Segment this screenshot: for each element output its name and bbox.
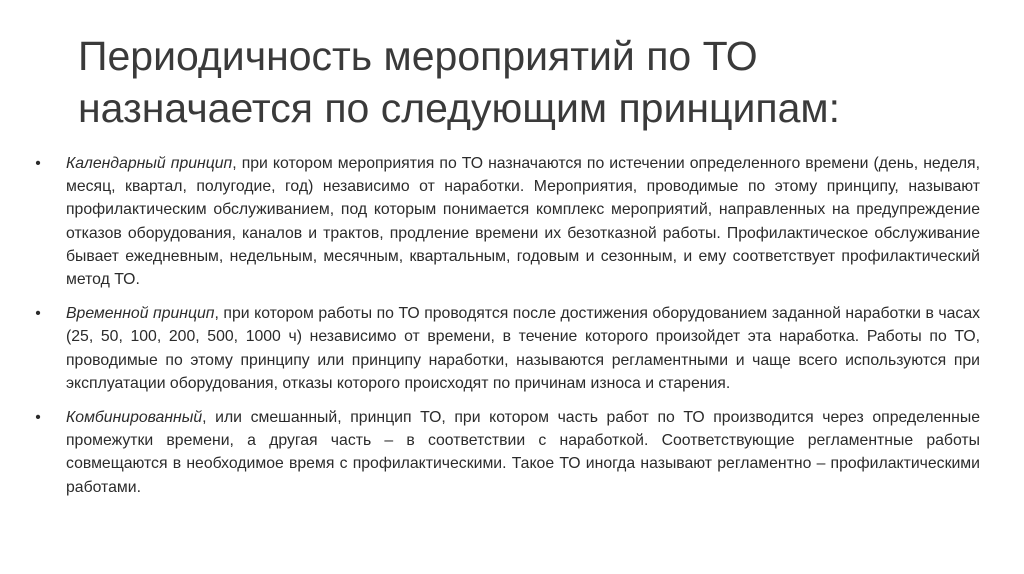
bullet-item-calendar (35, 152, 980, 291)
bullet-text: , при котором мероприятия по ТО назначаются по истечении определенного времени (день, неделя, месяц, квартал, полугодие, год) независимо от наработки. Мероприятия, проводимые по этому принципу, называют профилактическим обслуживанием, под которым понимается комплекс мероприятий, направленных на предупреждение отказов оборудования, каналов и трактов, продление времени их безотказной работы. Профилактическое обслуживание бывает ежедневным, недельным, месячным, квартальным, годовым и сезонным, и ему соответствует профилактический метод ТО. (66, 155, 980, 289)
slide-title (78, 30, 978, 134)
bullet-list (35, 152, 981, 510)
bullet-dot-icon: • (35, 409, 41, 427)
bullet-text: , или смешанный, принцип ТО, при котором часть работ по ТО производится через определенные промежутки времени, а другая часть – в соответствии с наработкой. Соответствующие регламентные работы совмещаются в необходимое время с профилактическими. Такое ТО иногда называют регламентно – профилактическими работами. (66, 409, 980, 496)
bullet-item-combined (35, 406, 980, 499)
bullet-item-time (35, 302, 981, 395)
bullet-text: , при котором работы по ТО проводятся после достижения оборудованием заданной наработки в часах (25, 50, 100, 200, 500, 1000 ч) независимо от времени, в течение которого произойдет эта наработка. Работы по ТО, проводимые по этому принципу или принципу наработки, называются регламентными и чаще всего используются при эксплуатации оборудования, отказы которого происходят по причинам износа и старения. (66, 305, 981, 392)
slide-title-line-1: Периодичность мероприятий по ТО (78, 33, 758, 79)
bullet-term: Временной принцип (66, 305, 215, 323)
bullet-dot-icon: • (35, 305, 41, 323)
slide-title-line-2: назначается по следующим принципам: (78, 85, 840, 131)
bullet-dot-icon: • (35, 155, 41, 172)
bullet-term: Календарный принцип (66, 155, 233, 172)
bullet-term: Комбинированный (66, 409, 203, 427)
